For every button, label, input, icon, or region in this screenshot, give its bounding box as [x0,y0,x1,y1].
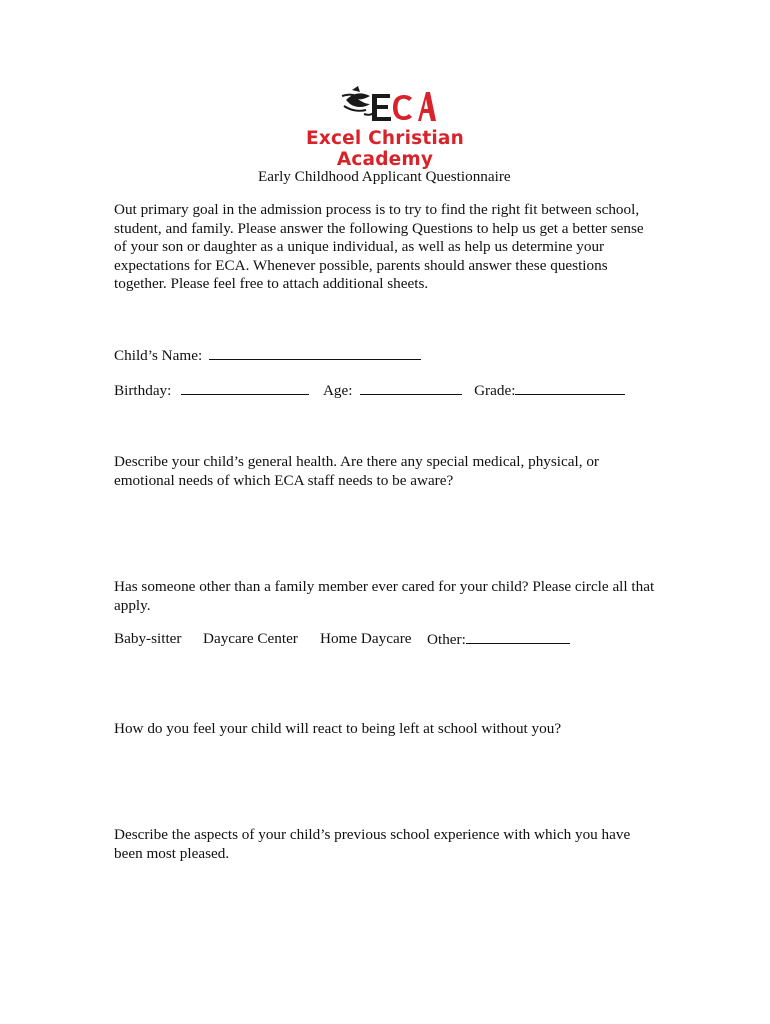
intro-line: Out primary goal in the admission process is to try to find the right fit between school, [114,201,640,218]
birthday-field[interactable] [181,381,309,395]
care-option-babysitter[interactable]: Baby-sitter [114,630,182,647]
care-option-home-daycare[interactable]: Home Daycare [320,630,412,647]
care-option-other-label[interactable]: Other: [427,631,466,648]
age-label: Age: [322,382,353,399]
intro-line: student, and family. Please answer the following Questions to help us get a better sense [114,219,644,237]
age-field[interactable] [360,381,462,395]
health-question-line: emotional needs of which ECA staff needs to be aware? [114,471,454,489]
birthday-age-grade-row [114,381,625,401]
care-other-field[interactable] [466,630,570,644]
previous-school-question [114,826,630,863]
intro-line: of your son or daughter as a unique individual, as well as help us determine your [114,238,605,255]
childs-name-field[interactable] [209,346,421,360]
page-title: Early Childhood Applicant Questionnaire [258,168,511,185]
previous-school-question-line: Describe the aspects of your child’s previous school experience with which you have [114,826,631,843]
childs-name-row [114,346,421,366]
care-question-line: apply. [114,596,151,614]
school-name: Excel Christian Academy [306,128,464,170]
care-option-daycare-center[interactable]: Daycare Center [203,630,298,647]
intro-line: expectations for ECA. Whenever possible, parents should answer these questions [114,256,608,274]
grade-label: Grade: [474,382,516,399]
care-question [114,578,654,615]
health-question [114,453,599,490]
previous-school-question-line: been most pleased. [114,844,230,862]
eca-dragon-logo [340,84,436,128]
grade-field[interactable] [515,381,625,395]
childs-name-label: Child’s Name: [114,347,203,364]
health-question-line: Describe your child’s general health. Are there any special medical, physical, or [114,453,599,470]
birthday-label: Birthday: [114,382,172,399]
separation-question: How do you feel your child will react to being left at school without you? [114,720,562,737]
school-logo [258,84,512,170]
care-option-other [427,630,570,649]
intro-line: together. Please feel free to attach additional sheets. [114,275,429,292]
intro-paragraph [114,201,644,294]
care-question-line: Has someone other than a family member ever cared for your child? Please circle all that [114,578,655,595]
